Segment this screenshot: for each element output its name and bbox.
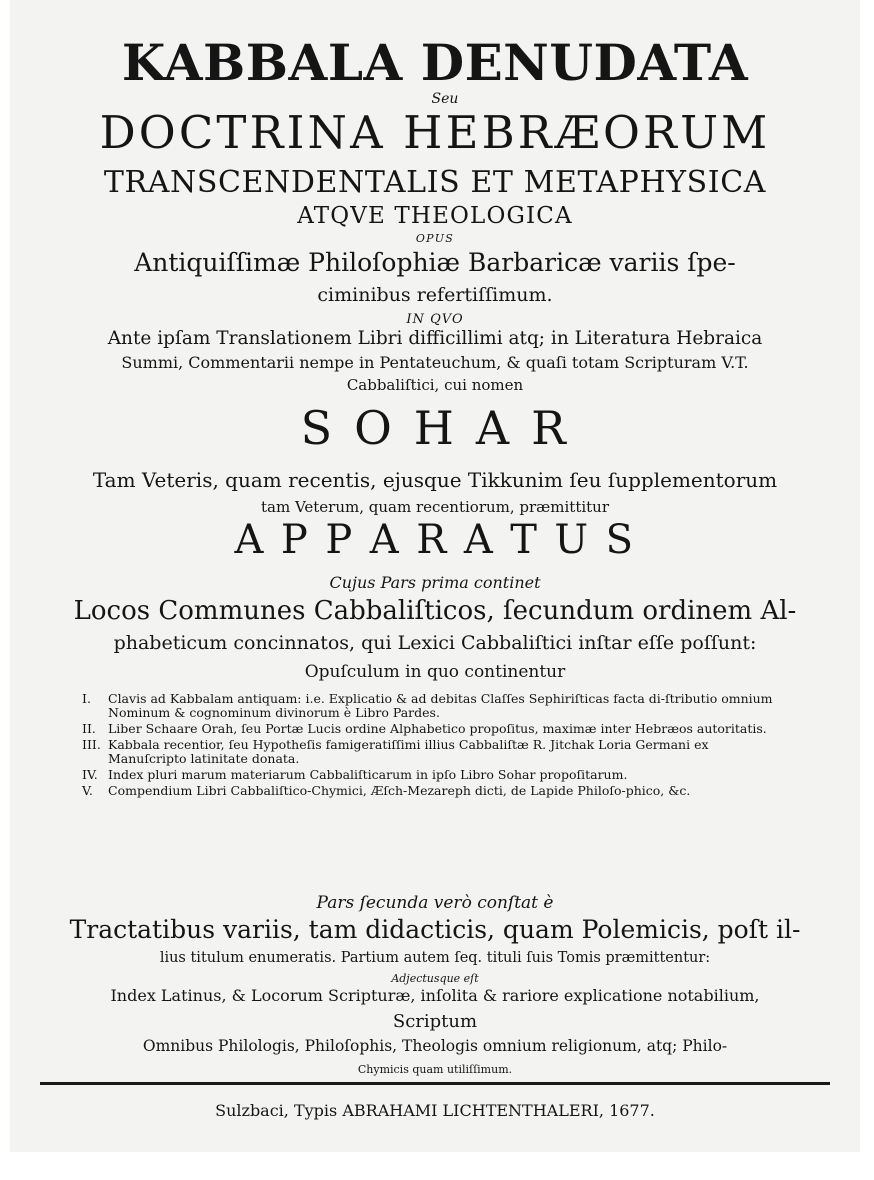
locos-communes-line: Locos Communes Cabbaliſticos, ſecundum ordinem Al- [73,596,797,626]
adjectus-line: Adjectusque eſt [391,972,479,985]
in-quo-word: IN QVO [406,312,464,327]
subtitle-doctrina: DOCTRINA HEBRÆORUM [99,106,771,159]
summi-line: Summi, Commentarii nempe in Pentateuchum, & quaſi totam Scripturam V.T. [121,353,749,372]
tam-veteris-line: Tam Veteris, quam recentis, ejusque Tikkunim ſeu ſupplementorum [92,468,778,492]
list-item [82,738,782,766]
list-item-number: II. [82,721,96,736]
list-item-text: Compendium Libri Cabbaliſtico-Chymici, Æſch-Mezareph dicti, de Lapide Philoſo-phico, &c. [108,783,691,798]
list-item-text: Kabbala recentior, ſeu Hypotheſis famigeratiſſimi illius Cabbaliſtæ R. Jitchak Loria Germani ex Manuſcripto latinitate donata. [108,737,709,766]
subtitle-theologica: ATQVE THEOLOGICA [297,203,573,229]
apparatus-title: A P P A R A T U S [234,517,636,563]
phabeticum-line: phabeticum concinnatos, qui Lexici Cabbaliſtici inſtar eſſe poſſunt: [113,632,757,654]
sohar-title: S O H A R [300,401,570,455]
ante-ipsam-line: Ante ipſam Translationem Libri difficillimi atq; in Literatura Hebraica [107,328,763,349]
list-item-text: Clavis ad Kabbalam antiquam: i.e. Explicatio & ad debitas Claſſes Sephiriſticas facta di-ſtributio omnium Nominum & cognominum divinorum è Libro Pardes. [108,691,773,720]
list-item [82,768,782,782]
tam-veterum-line: tam Veterum, quam recentiorum, præmittitur [260,498,610,516]
list-item-number: III. [82,737,101,752]
imprint-rule [40,1082,830,1085]
opus-word: OPUS [415,232,455,245]
main-title: KABBALA DENUDATA [121,33,749,92]
list-item-number: I. [82,691,91,706]
omnibus-line: Omnibus Philologis, Philoſophis, Theologis omnium religionum, atq; Philo- [142,1037,728,1055]
list-item-number: IV. [82,767,98,782]
scriptum-line: Scriptum [392,1011,478,1032]
list-item [82,692,782,720]
subtitle-transcendentalis: TRANSCENDENTALIS ET METAPHYSICA [103,165,767,200]
tractatibus-line: Tractatibus variis, tam didacticis, quam Polemicis, poſt il- [69,915,801,944]
list-item [82,784,782,798]
index-latinus-line: Index Latinus, & Locorum Scripturæ, inſolita & rariore explicatione notabilium, [110,986,760,1005]
pars-secunda-line: Pars ſecunda verò conſtat è [316,893,554,913]
list-item-number: V. [82,783,93,798]
ciminibus-line: ciminibus refertiſſimum. [317,284,553,306]
cujus-line: Cujus Pars prima continet [329,573,541,592]
opusculum-line: Opuſculum in quo continentur [304,662,566,682]
list-item-text: Index pluri marum materiarum Cabbaliſticarum in ipſo Libro Sohar propoſitarum. [108,767,628,782]
list-item [82,722,782,736]
antiquissimae-line: Antiquiſſimæ Philoſophiæ Barbaricæ variis ſpe- [134,248,736,277]
cabbalistici-line: Cabbaliſtici, cui nomen [346,376,524,394]
title-page [10,0,860,1152]
chymicis-line: Chymicis quam utiliſſimum. [357,1063,513,1076]
contents-list [82,692,782,800]
seu-word: Seu [431,91,459,107]
list-item-text: Liber Schaare Orah, ſeu Portæ Lucis ordine Alphabetico propoſitus, maximæ inter Hebræos autoritatis. [108,721,767,736]
lius-titulum-line: lius titulum enumeratis. Partium autem ſeq. tituli ſuis Tomis præmittentur: [159,950,711,966]
imprint-line: Sulzbaci, Typis ABRAHAMI LICHTENTHALERI, 1677. [215,1101,655,1120]
